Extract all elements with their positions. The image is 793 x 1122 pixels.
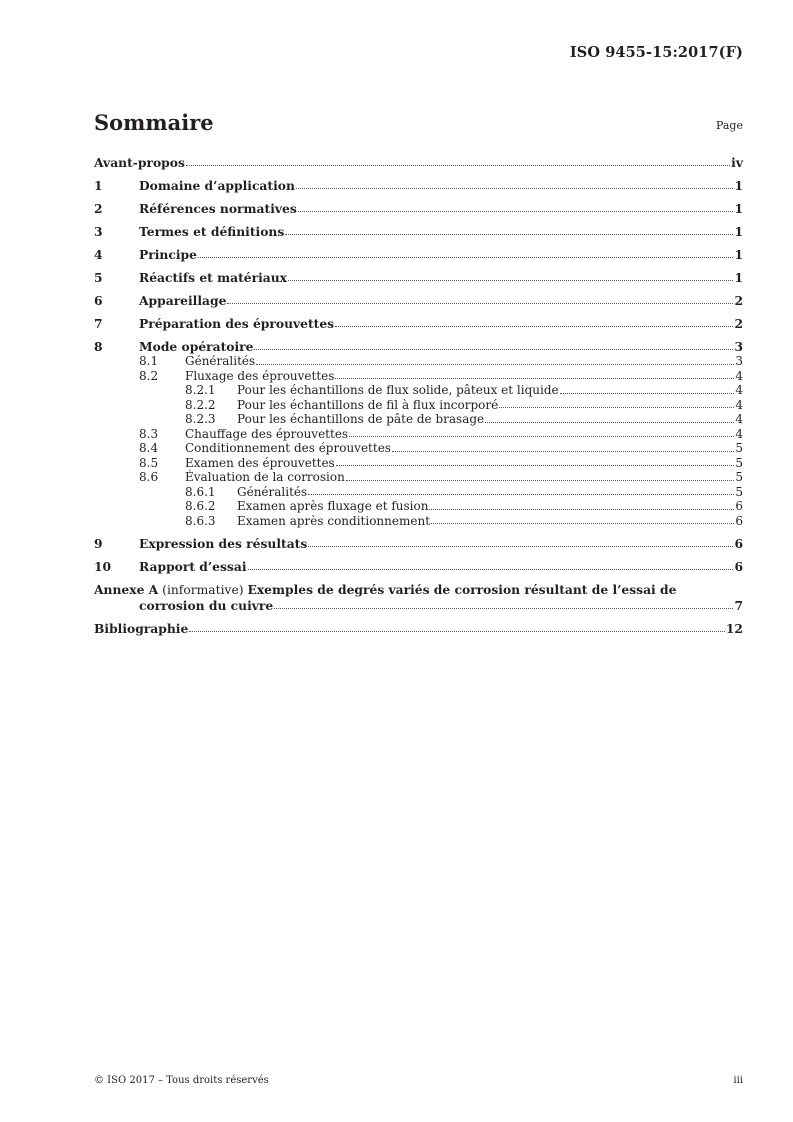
toc-entry-title: Bibliographie bbox=[94, 621, 189, 636]
toc-entry-number: 8.4 bbox=[139, 441, 159, 455]
dot-leader bbox=[429, 509, 734, 510]
toc-entry[interactable] bbox=[94, 354, 743, 369]
dot-leader bbox=[227, 303, 733, 304]
dot-leader bbox=[335, 378, 734, 379]
dot-leader bbox=[274, 608, 733, 609]
dot-leader bbox=[256, 364, 734, 365]
toc-entry[interactable] bbox=[94, 427, 743, 442]
toc-entry-page: 6 bbox=[734, 536, 743, 551]
toc-entry-title: Fluxage des éprouvettes bbox=[185, 368, 335, 383]
toc-entry-page: 6 bbox=[734, 559, 743, 574]
annex-title-line2: corrosion du cuivre bbox=[139, 598, 274, 613]
toc-entry[interactable] bbox=[94, 270, 743, 285]
toc-entry-number: 8.2.1 bbox=[185, 383, 216, 397]
dot-leader bbox=[431, 523, 734, 524]
toc-entry-title: Avant-propos bbox=[94, 155, 185, 170]
toc-entry-page: 1 bbox=[734, 247, 743, 262]
copyright-notice: © ISO 2017 – Tous droits réservés bbox=[94, 1075, 269, 1086]
toc-entry-title: Réactifs et matériaux bbox=[139, 270, 288, 285]
toc-entry-page: 4 bbox=[735, 383, 743, 397]
toc-entry[interactable] bbox=[94, 201, 743, 216]
toc-entry-number: 3 bbox=[94, 224, 103, 239]
toc-entry[interactable] bbox=[94, 412, 743, 427]
dot-leader bbox=[336, 465, 735, 466]
page-number: iii bbox=[733, 1075, 743, 1086]
toc-entry-page: 4 bbox=[735, 368, 743, 383]
toc-entry-title: Mode opératoire bbox=[139, 339, 254, 354]
toc-entry-page: 5 bbox=[735, 484, 743, 499]
dot-leader bbox=[288, 280, 733, 281]
toc-entry-page: 7 bbox=[734, 598, 743, 613]
toc-entry[interactable] bbox=[94, 224, 743, 239]
toc-entry-page: 1 bbox=[734, 178, 743, 193]
toc-entry-title: Préparation des éprouvettes bbox=[139, 316, 335, 331]
toc-entry-annex[interactable] bbox=[94, 582, 743, 613]
toc-entry-number: 8.6.2 bbox=[185, 499, 216, 513]
dot-leader bbox=[335, 326, 733, 327]
dot-leader bbox=[349, 436, 734, 437]
toc-entry[interactable] bbox=[94, 155, 743, 170]
toc-entry-title: Évaluation de la corrosion bbox=[185, 470, 345, 484]
toc-entry-page: 3 bbox=[735, 354, 743, 368]
toc-entry-page: 5 bbox=[735, 441, 743, 455]
annex-title-line1: Exemples de degrés variés de corrosion résultant de l’essai de bbox=[247, 582, 677, 597]
toc-entry-title: Rapport d’essai bbox=[139, 559, 247, 574]
dot-leader bbox=[392, 451, 734, 452]
toc-entry-number: 8 bbox=[94, 339, 103, 354]
dot-leader bbox=[248, 569, 734, 570]
toc-entry-title: Pour les échantillons de flux solide, pâteux et liquide bbox=[237, 383, 559, 397]
toc-entry[interactable] bbox=[94, 485, 743, 500]
dot-leader bbox=[186, 165, 730, 166]
toc-entry-number: 8.6.3 bbox=[185, 513, 216, 528]
dot-leader bbox=[308, 546, 733, 547]
toc-entry[interactable] bbox=[94, 293, 743, 308]
toc-entry-page: 12 bbox=[725, 621, 743, 636]
toc-entry[interactable] bbox=[94, 514, 743, 529]
toc-entry[interactable] bbox=[94, 247, 743, 262]
toc-entry-title: Chauffage des éprouvettes bbox=[185, 426, 349, 441]
toc-entry-number: 8.3 bbox=[139, 426, 159, 441]
annex-informative: (informative) bbox=[162, 583, 244, 597]
toc-entry[interactable] bbox=[94, 339, 743, 354]
toc-entry-page: iv bbox=[731, 155, 743, 170]
toc-entry-title: Pour les échantillons de pâte de brasage bbox=[237, 412, 485, 426]
toc-entry-number: 8.5 bbox=[139, 455, 159, 470]
toc-entry[interactable] bbox=[94, 441, 743, 456]
dot-leader bbox=[296, 188, 734, 189]
toc-entry-page: 5 bbox=[735, 455, 743, 470]
document-id: ISO 9455-15:2017(F) bbox=[569, 44, 743, 61]
toc-entry-number: 8.2 bbox=[139, 368, 159, 383]
toc-entry-title: Conditionnement des éprouvettes bbox=[185, 441, 391, 455]
toc-entry-page: 1 bbox=[734, 270, 743, 285]
dot-leader bbox=[198, 257, 734, 258]
toc-entry-number: 6 bbox=[94, 293, 103, 308]
dot-leader bbox=[298, 211, 734, 212]
toc-entry-number: 8.2.2 bbox=[185, 397, 216, 412]
dot-leader bbox=[346, 480, 735, 481]
toc-entry-title: Expression des résultats bbox=[139, 536, 308, 551]
toc-entry-number: 1 bbox=[94, 178, 103, 193]
dot-leader bbox=[485, 422, 734, 423]
toc-entry-title: Examen après fluxage et fusion bbox=[237, 499, 429, 513]
toc-entry-title: Généralités bbox=[237, 484, 308, 499]
toc-entry-title: Examen après conditionnement bbox=[237, 513, 431, 528]
toc-entry-page: 4 bbox=[735, 397, 743, 412]
dot-leader bbox=[254, 349, 733, 350]
toc-entry[interactable] bbox=[94, 536, 743, 551]
dot-leader bbox=[285, 234, 733, 235]
toc-entry-page: 6 bbox=[735, 499, 743, 513]
toc-entry-page: 1 bbox=[734, 224, 743, 239]
toc-entry[interactable] bbox=[94, 369, 743, 384]
toc-entry-title: Termes et définitions bbox=[139, 224, 285, 239]
toc-entry[interactable] bbox=[94, 316, 743, 331]
toc-entry-page: 5 bbox=[735, 470, 743, 484]
toc-entry[interactable] bbox=[94, 178, 743, 193]
toc-entry-title: Pour les échantillons de fil à flux incorporé bbox=[237, 397, 499, 412]
toc-entry-page: 4 bbox=[735, 412, 743, 426]
toc-entry-number: 8.2.3 bbox=[185, 412, 216, 426]
annex-label: Annexe A bbox=[94, 582, 159, 597]
toc-entry-number: 8.6.1 bbox=[185, 484, 216, 499]
toc-entry-title: Références normatives bbox=[139, 201, 297, 216]
toc-entry-title: Généralités bbox=[185, 354, 256, 368]
toc-entry-number: 7 bbox=[94, 316, 103, 331]
toc-entry-page: 1 bbox=[734, 201, 743, 216]
toc-entry-number: 8.6 bbox=[139, 470, 159, 484]
dot-leader bbox=[499, 407, 734, 408]
toc-entry-page: 6 bbox=[735, 513, 743, 528]
toc-entry-page: 2 bbox=[734, 316, 743, 331]
page-column-label: Page bbox=[715, 119, 743, 132]
toc-entry-page: 2 bbox=[734, 293, 743, 308]
toc-entry-title: Domaine d’application bbox=[139, 178, 295, 193]
toc-entry[interactable] bbox=[94, 559, 743, 574]
toc-entry[interactable] bbox=[94, 456, 743, 471]
toc-entry[interactable] bbox=[94, 383, 743, 398]
toc-entry-title: Examen des éprouvettes bbox=[185, 455, 335, 470]
toc-entry-title: Principe bbox=[139, 247, 197, 262]
toc-entry-number: 8.1 bbox=[139, 354, 159, 368]
dot-leader bbox=[189, 631, 725, 632]
toc-entry-page: 4 bbox=[735, 426, 743, 441]
toc-entry-number: 2 bbox=[94, 201, 103, 216]
toc-entry-number: 4 bbox=[94, 247, 103, 262]
toc-entry[interactable] bbox=[94, 499, 743, 514]
page-title: Sommaire bbox=[94, 110, 214, 135]
toc-entry-number: 9 bbox=[94, 536, 103, 551]
dot-leader bbox=[308, 494, 734, 495]
toc-entry-title: Appareillage bbox=[139, 293, 227, 308]
toc-entry-number: 5 bbox=[94, 270, 103, 285]
toc-entry[interactable] bbox=[94, 470, 743, 485]
toc-entry-bibliography[interactable] bbox=[94, 621, 743, 636]
toc-entry[interactable] bbox=[94, 398, 743, 413]
toc-entry-page: 3 bbox=[734, 339, 743, 354]
dot-leader bbox=[560, 393, 735, 394]
table-of-contents bbox=[94, 155, 743, 636]
toc-entry-number: 10 bbox=[94, 559, 112, 574]
